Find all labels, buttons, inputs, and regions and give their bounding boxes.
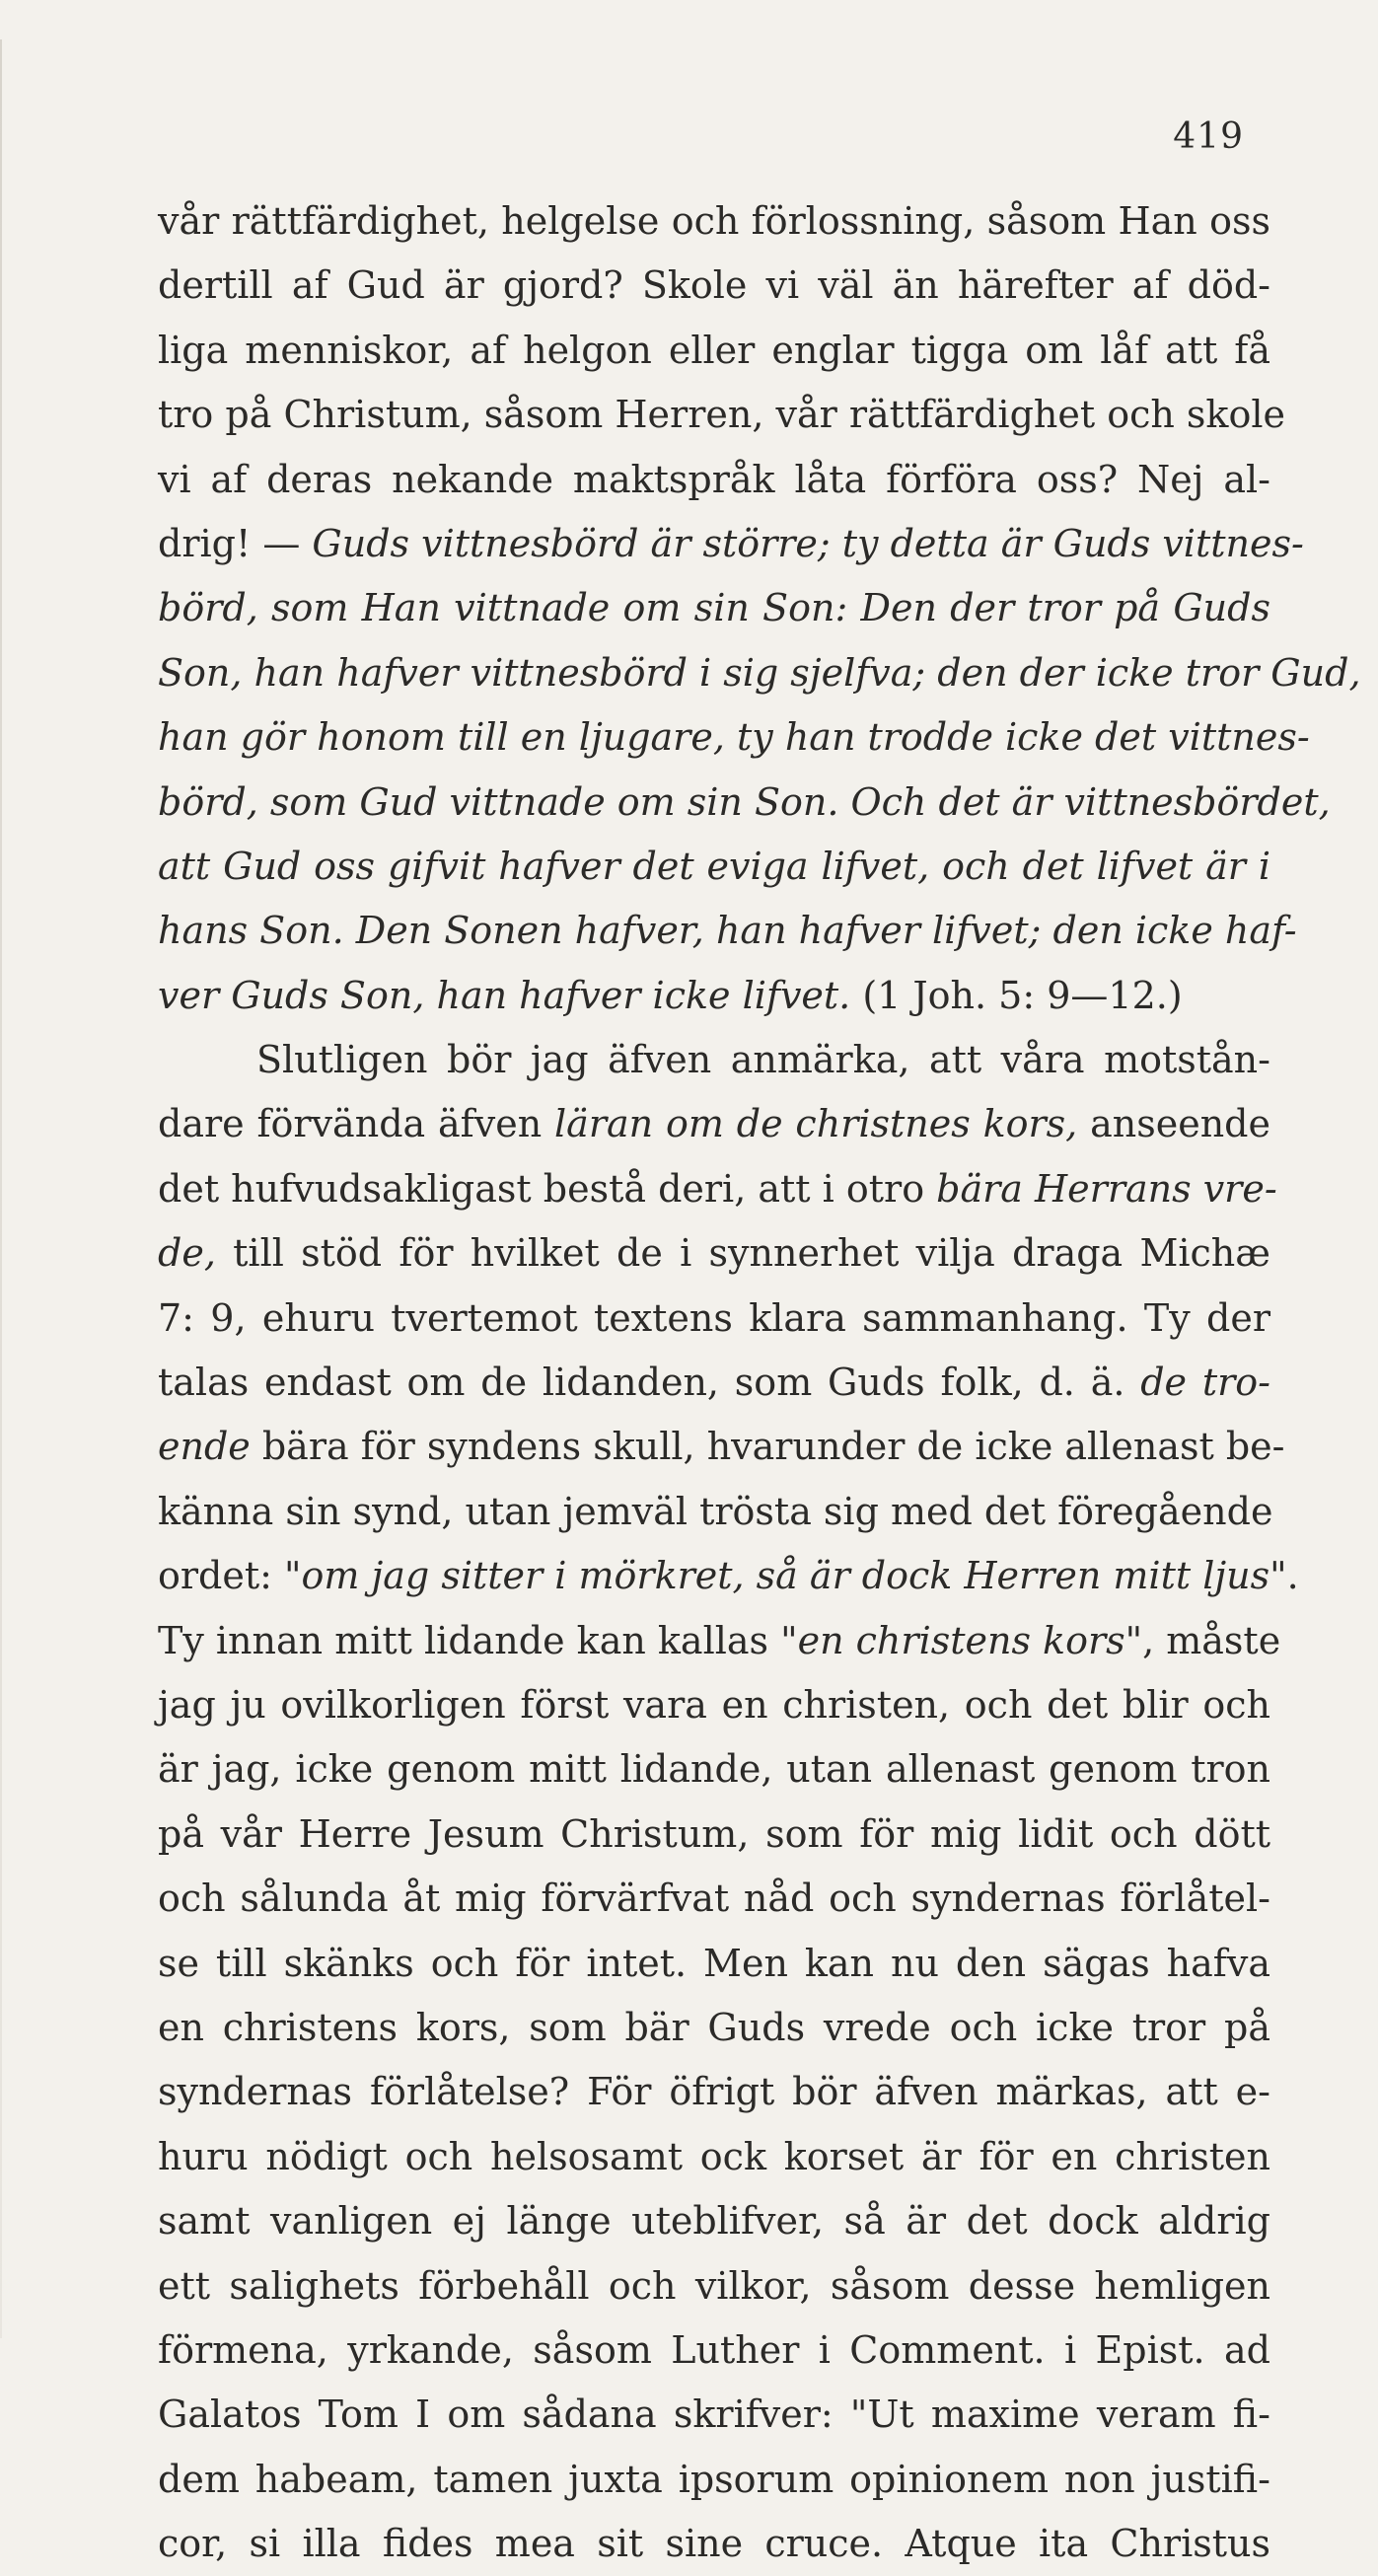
text-line <box>158 1673 1270 1737</box>
text-span: och sålunda åt mig förvärfvat nåd och syndernas förlåtel- <box>158 1877 1270 1921</box>
text-line <box>158 2383 1270 2447</box>
text-line <box>158 1221 1270 1286</box>
text-span: ". <box>1269 1554 1299 1598</box>
text-span: drig! — <box>158 521 313 565</box>
text-span: talas endast om de lidanden, som Guds folk, d. ä. <box>158 1361 1141 1405</box>
text-span: till stöd för hvilket de i synnerhet vilja draga Michæ <box>215 1231 1270 1276</box>
text-line <box>158 1287 1270 1351</box>
text-line <box>158 254 1270 318</box>
text-span: känna sin synd, utan jemväl trösta sig med det föregående <box>158 1489 1273 1533</box>
text-line <box>158 1737 1270 1802</box>
text-line <box>158 2060 1270 2124</box>
text-line <box>158 2189 1270 2253</box>
text-line <box>158 1996 1270 2060</box>
text-span: cor, si illa fides mea sit sine cruce. Atque ita Christus <box>158 2522 1270 2566</box>
text-span: 7: 9, ehuru tvertemot textens klara sammanhang. Ty der <box>158 1295 1270 1340</box>
text-span: liga menniskor, af helgon eller englar tigga om låf att få <box>158 328 1270 372</box>
text-span: Ty innan mitt lidande kan kallas " <box>158 1618 798 1662</box>
italic-text: bära Herrans vre- <box>936 1166 1277 1211</box>
text-span: dem habeam, tamen juxta ipsorum opinionem non justifi- <box>158 2457 1270 2501</box>
text-line <box>158 1867 1270 1931</box>
text-line <box>158 1544 1299 1608</box>
text-line <box>158 383 1285 447</box>
text-span: dare förvända äfven <box>158 1102 555 1146</box>
text-span: Slutligen bör jag äfven anmärka, att våra motstån- <box>256 1038 1270 1082</box>
text-span: det hufvudsakligast bestå deri, att i otro <box>158 1166 937 1211</box>
text-span: förmena, yrkande, såsom Luther i Comment. i Epist. ad <box>158 2327 1270 2372</box>
text-line <box>158 2254 1270 2318</box>
italic-text: hans Son. Den Sonen hafver, han hafver lifvet; den icke haf- <box>158 909 1297 953</box>
italic-text: börd, som Gud vittnade om sin Son. Och det är vittnesbördet, <box>158 779 1331 824</box>
text-span: vi af deras nekande maktspråk låta förföra oss? Nej al- <box>158 457 1270 501</box>
italic-text: läran om de christnes kors, <box>554 1102 1078 1146</box>
text-span: tro på Christum, såsom Herren, vår rättfärdighet och skole <box>158 393 1285 437</box>
italic-text: börd, som Han vittnade om sin Son: Den der tror på Guds <box>158 586 1270 630</box>
text-line <box>158 1415 1285 1479</box>
text-line <box>158 2125 1270 2189</box>
text-line <box>158 1028 1270 1092</box>
text-span: ett salighets förbehåll och vilkor, såsom desse hemligen <box>158 2263 1270 2308</box>
text-line <box>158 899 1297 963</box>
text-line <box>158 835 1270 899</box>
text-line <box>158 1932 1270 1996</box>
text-span: på vår Herre Jesum Christum, som för mig lidit och dött <box>158 1811 1270 1856</box>
text-line <box>158 512 1304 576</box>
page-number: 419 <box>1173 116 1244 157</box>
text-line <box>158 705 1310 770</box>
text-line <box>158 771 1331 835</box>
italic-text: ver Guds Son, han hafver icke lifvet. <box>158 973 851 1017</box>
page-edge-shadow <box>0 39 2 2338</box>
text-line <box>158 2448 1270 2512</box>
italic-text: ende <box>158 1425 251 1469</box>
text-line <box>158 319 1270 383</box>
text-span: se till skänks och för intet. Men kan nu den sägas hafva <box>158 1941 1270 1985</box>
text-span: en christens kors, som bär Guds vrede och icke tror på <box>158 2005 1270 2049</box>
text-line <box>158 448 1270 512</box>
text-line <box>158 1092 1270 1156</box>
italic-text: Son, han hafver vittnesbörd i sig sjelfva; den der icke tror Gud, <box>158 650 1361 695</box>
text-span: vår rättfärdighet, helgelse och förlossning, såsom Han oss <box>158 199 1270 243</box>
text-line <box>158 964 1270 1028</box>
italic-text: en christens kors <box>797 1618 1125 1662</box>
text-line <box>158 1609 1281 1673</box>
text-line <box>158 576 1270 640</box>
text-line <box>158 189 1270 254</box>
text-span: samt vanligen ej länge uteblifver, så är det dock aldrig <box>158 2199 1270 2244</box>
italic-text: de, <box>158 1231 216 1276</box>
text-span: anseende <box>1077 1102 1270 1146</box>
text-span: Galatos Tom I om sådana skrifver: "Ut maxime veram fi- <box>158 2392 1270 2437</box>
text-line <box>158 1157 1277 1221</box>
text-span: huru nödigt och helsosamt ock korset är för en christen <box>158 2134 1270 2178</box>
text-span: jag ju ovilkorligen först vara en christen, och det blir och <box>158 1682 1270 1727</box>
italic-text: att Gud oss gifvit hafver det eviga lifvet, och det lifvet är i <box>158 844 1270 888</box>
text-span: ordet: " <box>158 1554 302 1598</box>
italic-text: han gör honom till en ljugare, ty han trodde icke det vittnes- <box>158 715 1310 760</box>
text-span: är jag, icke genom mitt lidande, utan allenast genom tron <box>158 1747 1270 1792</box>
text-span: syndernas förlåtelse? För öfrigt bör äfven märkas, att e- <box>158 2070 1270 2114</box>
text-line <box>158 641 1361 705</box>
text-span: bära för syndens skull, hvarunder de icke allenast be- <box>250 1425 1285 1469</box>
text-line <box>158 2318 1270 2383</box>
text-span: (1 Joh. 5: 9—12.) <box>850 973 1183 1017</box>
text-span: ", måste <box>1124 1618 1281 1662</box>
body-text <box>158 189 1361 2576</box>
text-line <box>158 2512 1270 2576</box>
text-span: dertill af Gud är gjord? Skole vi väl än härefter af död- <box>158 263 1270 308</box>
text-line <box>158 1803 1270 1867</box>
text-line <box>158 1351 1270 1415</box>
italic-text: de tro- <box>1140 1361 1271 1405</box>
text-line <box>158 1480 1273 1544</box>
italic-text: Guds vittnesbörd är större; ty detta är Guds vittnes- <box>312 521 1304 565</box>
italic-text: om jag sitter i mörkret, så är dock Herren mitt ljus <box>301 1554 1270 1598</box>
